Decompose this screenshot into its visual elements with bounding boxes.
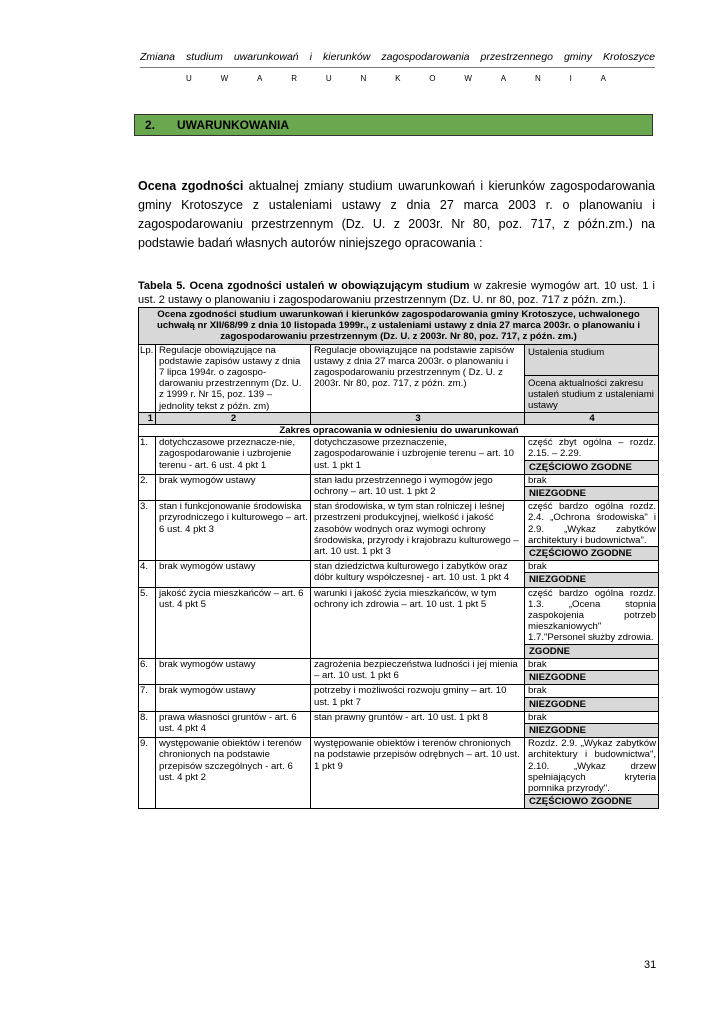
running-header-subtitle [186,74,606,83]
intro-paragraph [138,177,655,253]
status-badge: NIEZGODNE [525,671,659,685]
row-lp: 5. [139,587,156,658]
row-lp: 9. [139,738,156,809]
status-badge: ZGODNE [525,644,659,658]
page-number: 31 [644,959,657,971]
table-row [139,501,659,547]
row-study-finding: część bardzo ogólna rozdz. 1.3. „Ocena stopnia zaspokojenia potrzeb mieszkaniowych" 1.7."Personel służby zdrowia. [525,587,659,644]
row-study-finding: brak [525,685,659,697]
header-rule [140,67,655,68]
table-row [139,711,659,723]
header-word: studium [186,51,223,63]
header-letter: U [186,74,192,83]
section-title: UWARUNKOWANIA [177,118,289,132]
status-badge: NIEZGODNE [525,487,659,501]
intro-text: aktualnej zmiany studium uwarunkowań i kierunków zagospodarowania gminy Krotoszyce z ustaleniami ustawy z dnia 27 marca 2003 r. o planowaniu i zagospodarowaniu przestrzennym (Dz. U. z 2003r. Nr 80, poz. 717, z późn.zm.) na podstawie badań własnych autorów niniejszego opracowania : [138,179,655,250]
table-row [139,685,659,697]
header-letter: A [500,74,507,83]
row-study-finding: część zbyt ogólna – rozdz. 2.15. – 2.29. [525,437,659,460]
row-new-regulation: potrzeby i możliwości rozwoju gminy – art. 10 ust. 1 pkt 7 [311,685,525,711]
col-number-3: 3 [311,412,525,424]
header-letter: K [395,74,401,83]
row-lp: 7. [139,685,156,711]
header-word: kierunków [323,51,371,63]
row-old-regulation: dotychczasowe przeznacze-nie, zagospodarowanie i uzbrojenie terenu - art. 6 ust. 4 pkt 1 [156,437,311,475]
header-letter: W [220,74,229,83]
row-new-regulation: warunki i jakość życia mieszkańców, w tym ochrony ich zdrowia – art. 10 ust. 1 pkt 5 [311,587,525,658]
section-heading [134,114,653,136]
row-lp: 1. [139,437,156,475]
table-row [139,658,659,670]
caption-text: w zakresie wymogów art. 10 ust. 1 i ust. 2 ustawy o planowaniu i zagospodarowaniu przestrzennym (Dz. U. nr 80, poz. 717 z późn. zm.). [138,280,655,306]
header-letter: W [464,74,472,83]
status-badge: CZĘŚCIOWO ZGODNE [525,460,659,474]
header-col-3: Regulacje obowiązujące na podstawie zapisów ustawy z dnia 27 marca 2003r. o planowaniu i zagospodarowaniu przestrzennym ( Dz. U. z 2003r. Nr 80, poz. 717, z późn. zm.) [311,344,525,412]
col-number-2: 2 [156,412,311,424]
header-word: Krotoszyce [603,51,655,63]
header-col-4a: Ustalenia studium [525,344,659,375]
row-old-regulation: brak wymogów ustawy [156,474,311,500]
row-new-regulation: stan dziedzictwa kulturowego i zabytków oraz dóbr kultury współczesnej - art. 10 ust. 1 pkt 4 [311,561,525,587]
header-letter: N [534,74,541,83]
header-letter: U [325,74,332,83]
row-study-finding: Rozdz. 2.9. „Wykaz zabytków architektury i budownictwa", 2.10. „Wykaz drzew spełniających kryteria pomnika przyrody". [525,738,659,795]
row-study-finding: brak [525,658,659,670]
status-badge: NIEZGODNE [525,723,659,737]
table-row [139,437,659,460]
row-new-regulation: stan prawny gruntów - art. 10 ust. 1 pkt 8 [311,711,525,737]
compliance-table [138,307,659,809]
header-word: i [309,51,313,63]
row-new-regulation: zagrożenia bezpieczeństwa ludności i jej mienia – art. 10 ust. 1 pkt 6 [311,658,525,684]
row-lp: 8. [139,711,156,737]
row-old-regulation: występowanie obiektów i terenów chronionych na podstawie przepisów szczególnych - art. 6 ust. 4 pkt 2 [156,738,311,809]
row-lp: 6. [139,658,156,684]
row-study-finding: brak [525,711,659,723]
row-lp: 3. [139,501,156,561]
section-number: 2. [145,118,156,132]
row-old-regulation: stan i funkcjonowanie środowiska przyrodniczego i kulturowego – art. 6 ust. 4 pkt 3 [156,501,311,561]
row-old-regulation: prawa własności gruntów - art. 6 ust. 4 pkt 4 [156,711,311,737]
row-new-regulation: dotychczasowe przeznaczenie, zagospodarowanie i uzbrojenie terenu – art. 10 ust. 1 pkt 1 [311,437,525,475]
row-new-regulation: stan środowiska, w tym stan rolniczej i leśnej przestrzeni produkcyjnej, wielkość i jakość zasobów wodnych oraz wymogi ochrony środowiska, przyrody i krajobrazu kulturowego – art. 10 ust. 1 pkt 3 [311,501,525,561]
header-col-4b: Ocena aktualności zakresu ustaleń studium z ustaleniami ustawy [525,375,659,412]
row-new-regulation: występowanie obiektów i terenów chronionych na podstawie przepisów odrębnych – art. 10 ust. 1 pkt 9 [311,738,525,809]
header-letter: O [429,74,436,83]
row-new-regulation: stan ładu przestrzennego i wymogów jego ochrony – art. 10 ust. 1 pkt 2 [311,474,525,500]
status-badge: NIEZGODNE [525,697,659,711]
row-lp: 2. [139,474,156,500]
col-number-4: 4 [525,412,659,424]
col-number-1: 1 [139,412,156,424]
row-old-regulation: brak wymogów ustawy [156,685,311,711]
header-lp: Lp. [139,344,156,412]
header-word: zagospodarowania [381,51,470,63]
header-letter: R [291,74,297,83]
header-letter: A [257,74,263,83]
row-lp: 4. [139,561,156,587]
table-row [139,587,659,644]
header-letter: A [600,74,606,83]
scope-row: Zakres opracowania w odniesieniu do uwarunkowań [139,425,659,437]
status-badge: CZĘŚCIOWO ZGODNE [525,547,659,561]
table-caption [138,280,655,307]
table-row [139,474,659,486]
row-old-regulation: brak wymogów ustawy [156,658,311,684]
header-letter: N [360,74,367,83]
row-old-regulation: jakość życia mieszkańców – art. 6 ust. 4 pkt 5 [156,587,311,658]
header-word: przestrzennego [480,51,553,63]
table-title: Ocena zgodności studium uwarunkowań i kierunków zagospodarowania gminy Krotoszyce, uchwalonego uchwałą nr XII/68/99 z dnia 10 listopada 1999r., z ustaleniami ustawy z dnia 27 marca 2003r. o planowaniu i zagospodarowaniu przestrzennym (Dz. U. z 2003r. Nr 80, poz. 717, z późn. zm.) [139,308,659,345]
row-study-finding: część bardzo ogólna rozdz. 2.4. „Ochrona środowiska" i 2.9. „Wykaz zabytków architektury i budownictwa". [525,501,659,547]
header-col-2: Regulacje obowiązujące na podstawie zapisów ustawy z dnia 7 lipca 1994r. o zagospo-darowaniu przestrzennym (Dz. U. z 1999 r. Nr 15, poz. 139 – jednolity tekst z późn. zm) [156,344,311,412]
status-badge: NIEZGODNE [525,573,659,587]
row-old-regulation: brak wymogów ustawy [156,561,311,587]
status-badge: CZĘŚCIOWO ZGODNE [525,795,659,809]
header-word: uwarunkowań [233,51,299,63]
header-word: Zmiana [140,51,176,63]
row-study-finding: brak [525,474,659,486]
caption-label: Tabela 5. Ocena zgodności ustaleń w obowiązującym studium [138,280,470,292]
header-letter: I [569,74,572,83]
running-header-title [140,51,655,63]
intro-label: Ocena zgodności [138,179,244,193]
table-row [139,561,659,573]
row-study-finding: brak [525,561,659,573]
table-row [139,738,659,795]
header-word: gminy [563,51,592,63]
